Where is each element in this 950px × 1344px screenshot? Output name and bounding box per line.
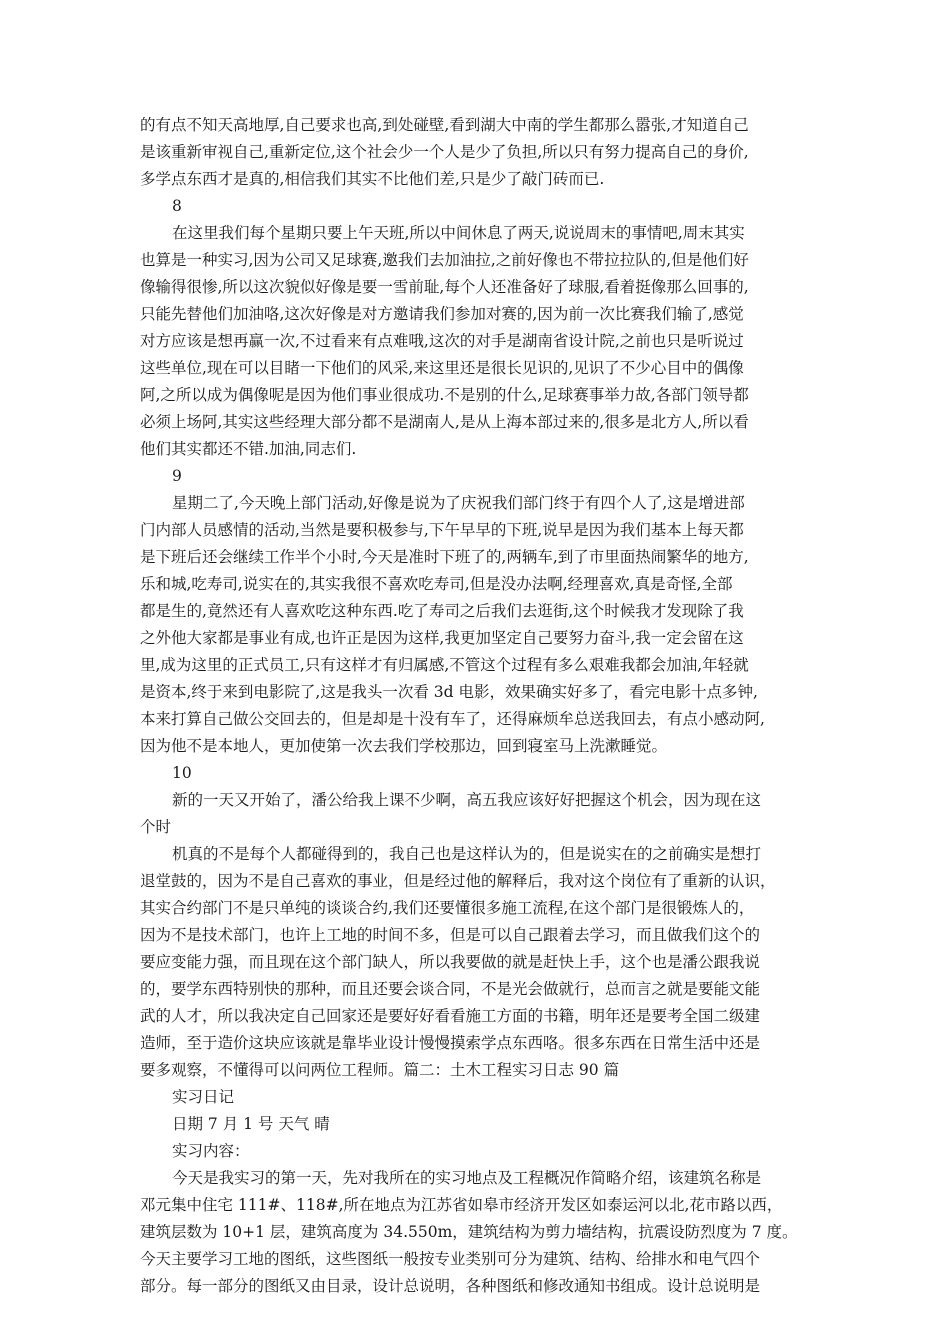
- text-line: 8: [172, 197, 182, 215]
- text-line: 里,成为这里的正式员工,只有这样才有归属感,不管这个过程有多么艰难我都会加油,年轻就: [140, 656, 749, 674]
- text-line: 因为不是技术部门，也许上工地的时间不多，但是可以自己跟着去学习，而且做我们这个的: [140, 926, 761, 944]
- text-line: 邓元集中住宅 111#、118#,所在地点为江苏省如皋市经济开发区如泰运河以北,花市路以西，: [140, 1196, 783, 1214]
- text-line: 今天是我实习的第一天，先对我所在的实习地点及工程概况作简略介绍，该建筑名称是: [172, 1169, 762, 1187]
- text-line: 是下班后还会继续工作半个小时,今天是准时下班了的,两辆车,到了市里面热闹繁华的地方,: [140, 548, 749, 566]
- text-line: 其实合约部门不是只单纯的谈谈合约,我们还要懂很多施工流程,在这个部门是很锻炼人的，: [140, 899, 755, 917]
- text-line: 9: [172, 467, 182, 485]
- text-line: 要应变能力强，而且现在这个部门缺人，所以我要做的就是赶快上手，这个也是潘公跟我说: [140, 953, 761, 971]
- text-line: 对方应该是想再赢一次,不过看来有点难哦,这次的对手是湖南省设计院,之前也只是听说过: [140, 332, 744, 350]
- text-line: 是资本,终于来到电影院了,这是我头一次看 3d 电影，效果确实好多了，看完电影十点多钟,: [140, 683, 758, 701]
- text-line: 实习内容：: [172, 1142, 250, 1160]
- text-line: 退堂鼓的，因为不是自己喜欢的事业，但是经过他的解释后，我对这个岗位有了重新的认识，: [140, 872, 776, 890]
- text-line: 的，要学东西特别快的那种，而且还要会谈合同，不是光会做就行，总而言之就是要能文能: [140, 980, 761, 998]
- text-line: 也算是一种实习,因为公司又足球赛,邀我们去加油拉,之前好像也不带拉拉队的,但是他们好: [140, 251, 749, 269]
- text-line: 乐和城,吃寿司,说实在的,其实我很不喜欢吃寿司,但是没办法啊,经理喜欢,真是奇怪,全部: [140, 575, 733, 593]
- text-line: 门内部人员感情的活动,当然是要积极参与,下午早早的下班,说早是因为我们基本上每天都: [140, 521, 744, 539]
- text-line: 造师，至于造价这块应该就是靠毕业设计慢慢摸索学点东西咯。很多东西在日常生活中还是: [140, 1034, 761, 1052]
- text-line: 都是生的,竟然还有人喜欢吃这种东西.吃了寿司之后我们去逛街,这个时候我才发现除了我: [140, 602, 744, 620]
- text-line: 日期 7 月 1 号 天气 晴: [172, 1115, 330, 1133]
- text-line: 新的一天又开始了，潘公给我上课不少啊，高五我应该好好把握这个机会，因为现在这: [172, 791, 762, 809]
- text-line: 星期二了,今天晚上部门活动,好像是说为了庆祝我们部门终于有四个人了,这是增进部: [172, 494, 745, 512]
- text-line: 建筑层数为 10+1 层，建筑高度为 34.550m，建筑结构为剪力墙结构，抗震设防烈度为 7 度。: [140, 1223, 798, 1241]
- text-line: 武的人才，所以我决定自己回家还是要好好看看施工方面的书籍，明年还是要考全国二级建: [140, 1007, 761, 1025]
- text-line: 多学点东西才是真的,相信我们其实不比他们差,只是少了敲门砖而已.: [140, 170, 605, 188]
- text-line: 10: [172, 764, 192, 782]
- text-line: 部分。每一部分的图纸又由目录，设计总说明，各种图纸和修改通知书组成。设计总说明是: [140, 1277, 761, 1295]
- text-line: 因为他不是本地人，更加使第一次去我们学校那边，回到寝室马上洗漱睡觉。: [140, 737, 668, 755]
- text-line: 的有点不知天高地厚,自己要求也高,到处碰壁,看到湖大中南的学生都那么嚣张,才知道自己: [140, 116, 749, 134]
- text-line: 个时: [140, 818, 172, 836]
- text-line: 阿,之所以成为偶像呢是因为他们事业很成功.不是别的什么,足球赛事举力故,各部门领导都: [140, 386, 749, 404]
- text-line: 像输得很惨,所以这次貌似好像是要一雪前耻,每个人还准备好了球服,看着挺像那么回事的,: [140, 278, 749, 296]
- text-line: 这些单位,现在可以目睹一下他们的风采,来这里还是很长见识的,见识了不少心目中的偶像: [140, 359, 744, 377]
- text-line: 今天主要学习工地的图纸，这些图纸一般按专业类别可分为建筑、结构、给排水和电气四个: [140, 1250, 761, 1268]
- document-body: [140, 112, 812, 1300]
- text-line: 他们其实都还不错.加油,同志们.: [140, 440, 357, 458]
- text-line: 要多观察，不懂得可以问两位工程师。篇二：土木工程实习日志 90 篇: [140, 1061, 620, 1079]
- text-line: 实习日记: [172, 1088, 235, 1106]
- text-line: 机真的不是每个人都碰得到的，我自己也是这样认为的，但是说实在的之前确实是想打: [172, 845, 762, 863]
- text-line: 本来打算自己做公交回去的，但是却是十没有车了，还得麻烦牟总送我回去，有点小感动阿,: [140, 710, 765, 728]
- text-line: 在这里我们每个星期只要上午天班,所以中间休息了两天,说说周末的事情吧,周末其实: [172, 224, 745, 242]
- text-line: 只能先替他们加油咯,这次好像是对方邀请我们参加对赛的,因为前一次比赛我们输了,感觉: [140, 305, 744, 323]
- text-line: 是该重新审视自己,重新定位,这个社会少一个人是少了负担,所以只有努力提高自己的身价,: [140, 143, 749, 161]
- text-line: 必须上场阿,其实这些经理大部分都不是湖南人,是从上海本部过来的,很多是北方人,所以看: [140, 413, 749, 431]
- text-line: 之外他大家都是事业有成,也许正是因为这样,我更加坚定自己要努力奋斗,我一定会留在这: [140, 629, 744, 647]
